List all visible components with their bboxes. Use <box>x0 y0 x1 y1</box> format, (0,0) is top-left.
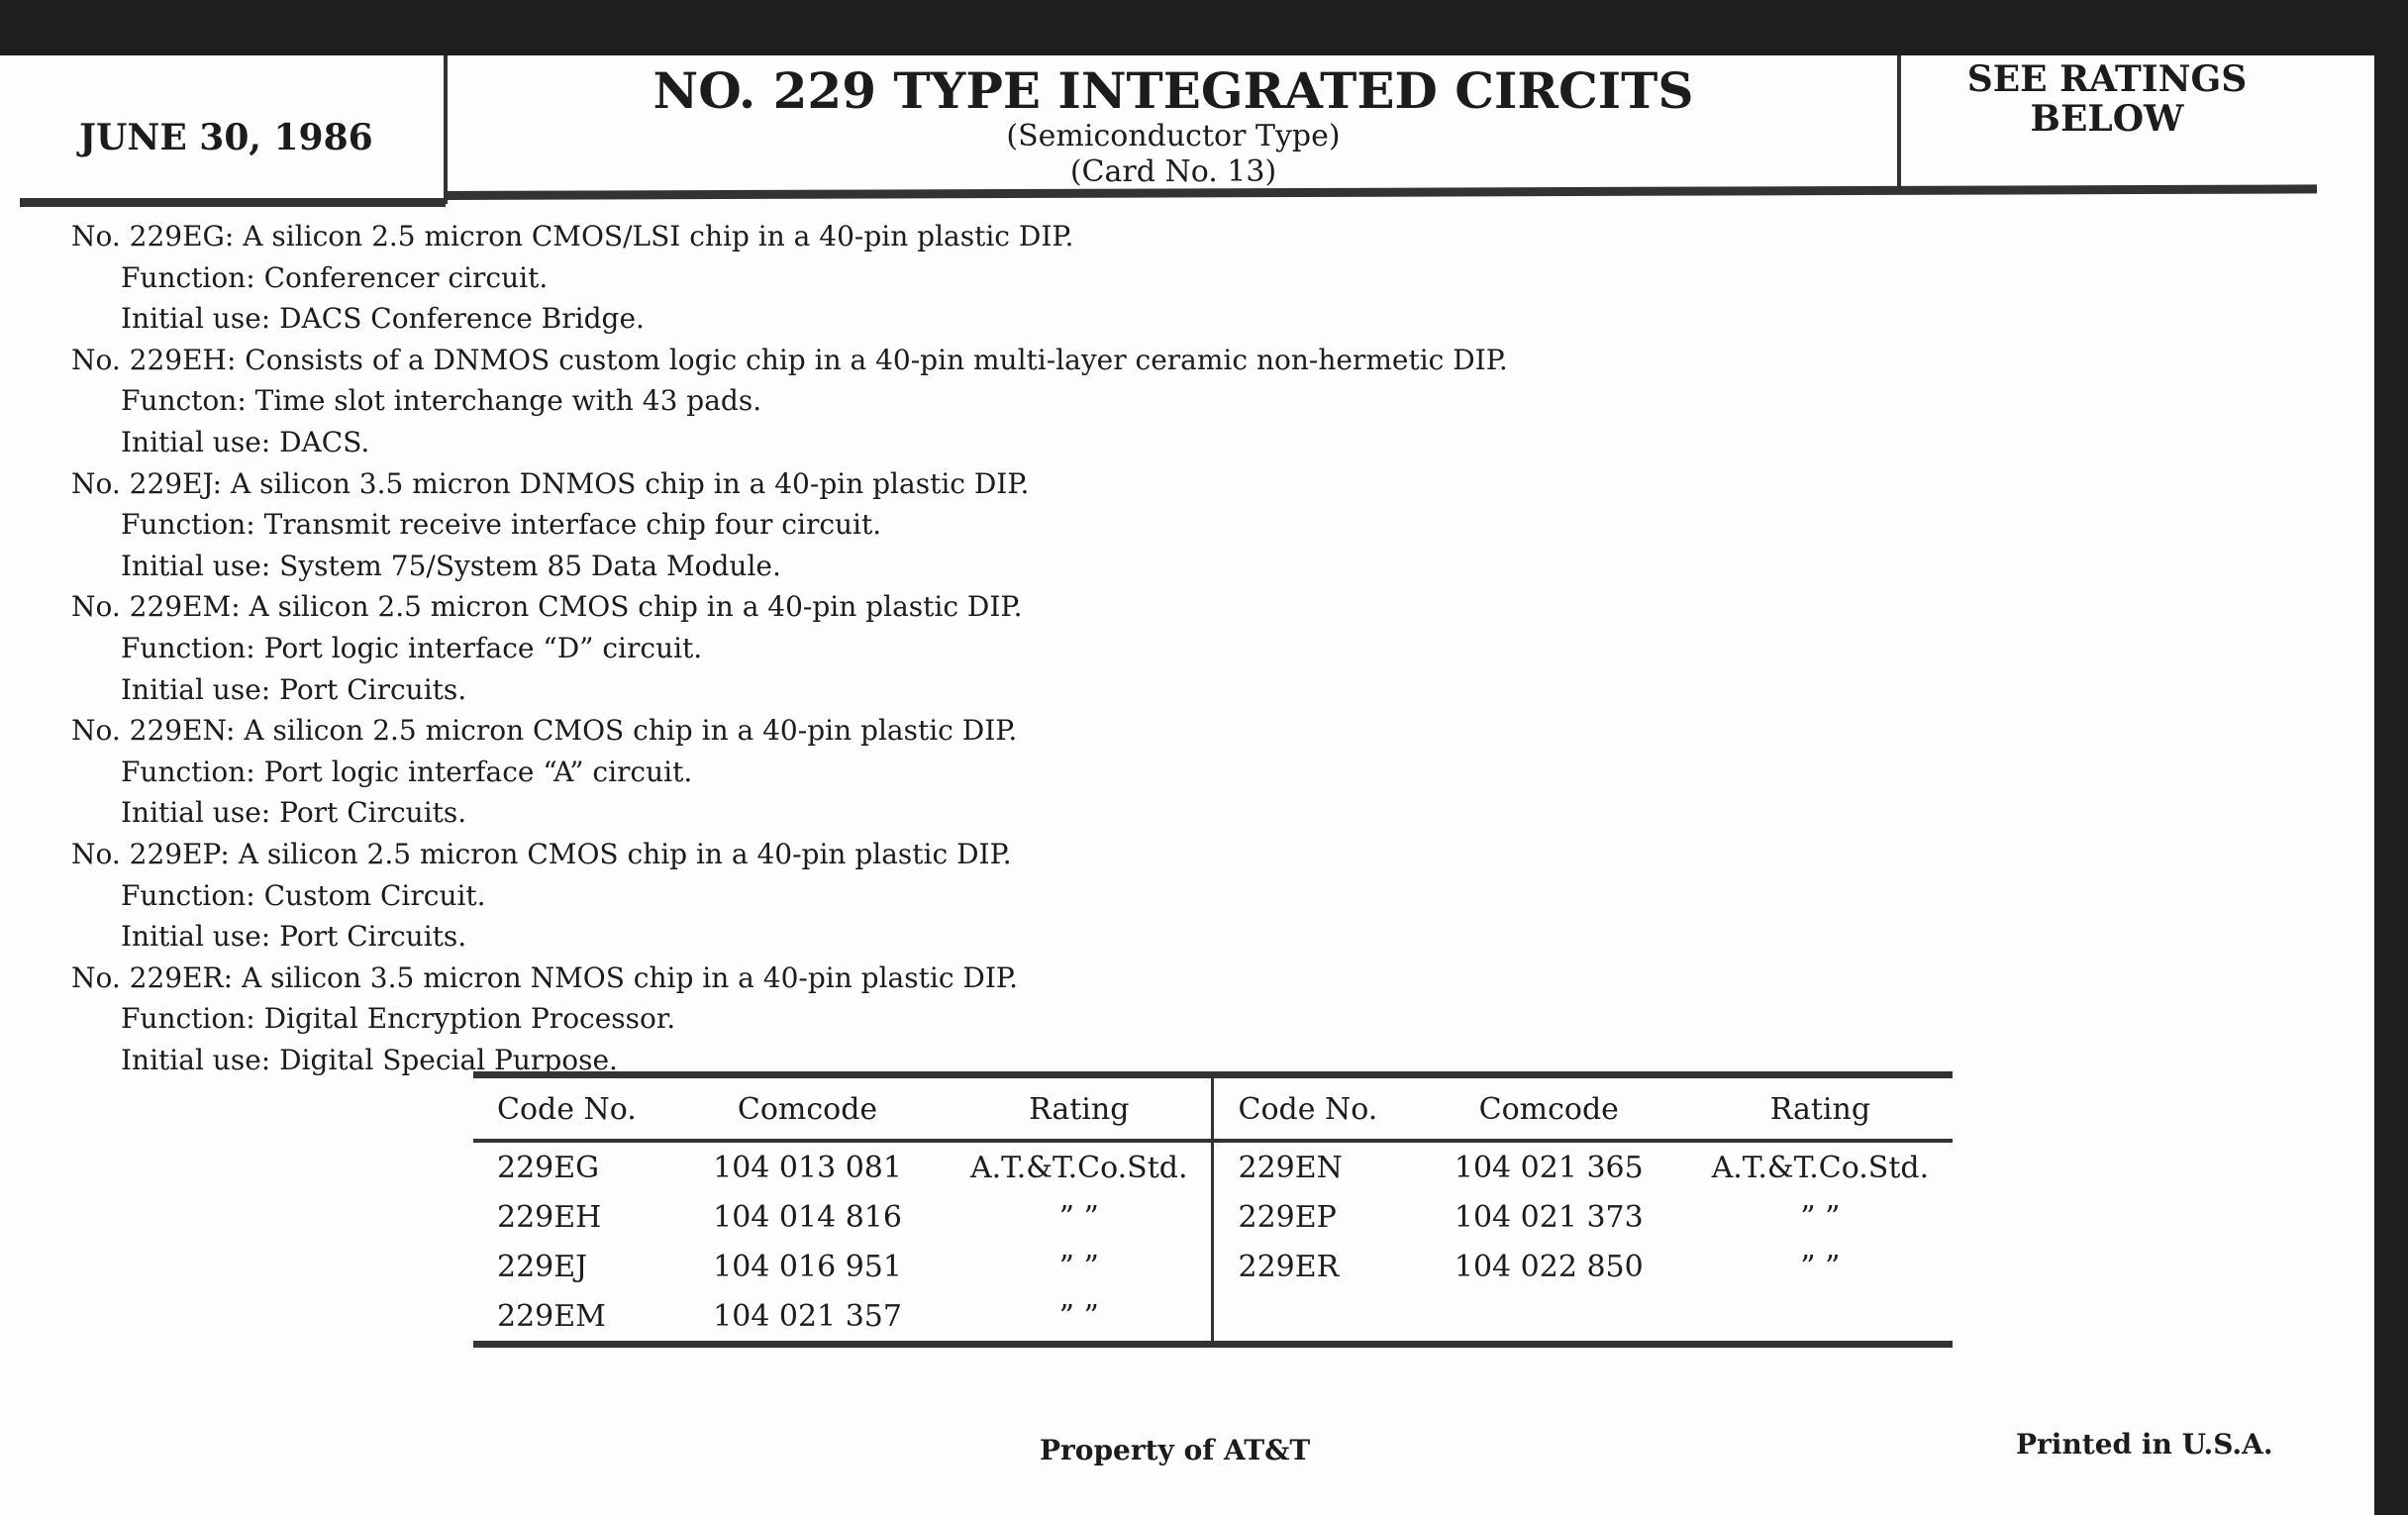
rating-cell: ” ” <box>1058 1249 1099 1284</box>
comcode-cell: 104 022 850 <box>1454 1249 1644 1284</box>
table-row <box>473 1192 1953 1242</box>
rating-cell: ” ” <box>1800 1199 1841 1235</box>
entry-heading: No. 229EM: A silicon 2.5 micron CMOS chip in a 40-pin plastic DIP. <box>71 590 1023 624</box>
table-row <box>473 1141 1953 1192</box>
entry-initial-use: Initial use: Port Circuits. <box>121 796 467 830</box>
col-comcode: Comcode <box>668 1075 923 1142</box>
entry-function: Function: Port logic interface “A” circuit. <box>121 755 693 788</box>
entry-heading: No. 229EP: A silicon 2.5 micron CMOS chip in a 40-pin plastic DIP. <box>71 837 1012 870</box>
code-cell: 229EG <box>497 1150 600 1185</box>
entry-initial-use: Initial use: System 75/System 85 Data Module. <box>121 549 781 582</box>
table-row <box>473 1291 1953 1345</box>
comcode-cell: 104 021 357 <box>713 1298 902 1334</box>
code-cell: 229EH <box>497 1199 602 1235</box>
card-title: NO. 229 TYPE INTEGRATED CIRCITS <box>652 61 1694 120</box>
card-date: JUNE 30, 1986 <box>79 117 373 158</box>
entry-initial-use: Initial use: DACS Conference Bridge. <box>121 302 645 336</box>
entry-initial-use: Initial use: Port Circuits. <box>121 920 467 954</box>
entry-initial-use: Initial use: DACS. <box>121 425 370 458</box>
scan-border-right <box>2374 0 2408 1515</box>
code-cell <box>1213 1291 1410 1345</box>
col-rating: Rating <box>1664 1075 1953 1142</box>
comcode-cell <box>1410 1291 1664 1345</box>
code-cell: 229EM <box>497 1298 606 1334</box>
ratings-note <box>1899 59 2315 139</box>
col-code: Code No. <box>473 1075 668 1142</box>
entry-heading: No. 229EG: A silicon 2.5 micron CMOS/LSI chip in a 40-pin plastic DIP. <box>71 220 1074 252</box>
ratings-note-line: SEE RATINGS <box>1966 58 2248 100</box>
entry-initial-use: Initial use: Digital Special Purpose. <box>121 1043 618 1076</box>
comcode-cell: 104 014 816 <box>713 1199 902 1235</box>
rating-cell: ” ” <box>1058 1199 1099 1235</box>
card-title-block <box>446 63 1901 190</box>
rating-cell: ” ” <box>1800 1249 1841 1284</box>
comcode-cell: 104 021 365 <box>1454 1150 1644 1185</box>
card-number: (Card No. 13) <box>1069 154 1277 189</box>
rating-cell: A.T.&T.Co.Std. <box>1711 1150 1930 1185</box>
code-cell: 229EN <box>1213 1141 1410 1192</box>
rating-cell: A.T.&T.Co.Std. <box>969 1150 1188 1185</box>
printed-note: Printed in U.S.A. <box>2016 1428 2273 1461</box>
table-row <box>473 1242 1953 1291</box>
rating-cell: ” ” <box>1058 1298 1099 1334</box>
ratings-table <box>473 1071 1953 1348</box>
comcode-cell: 104 013 081 <box>713 1150 902 1185</box>
entries-list <box>71 216 1508 1080</box>
entry-function: Function: Custom Circuit. <box>121 878 486 912</box>
rating-cell <box>1664 1291 1953 1345</box>
col-comcode: Comcode <box>1410 1075 1664 1142</box>
code-cell: 229EP <box>1213 1192 1410 1242</box>
ratings-note-line: BELOW <box>2030 98 2184 140</box>
entry-function: Functon: Time slot interchange with 43 pads. <box>121 384 762 418</box>
entry-function: Function: Port logic interface “D” circuit. <box>121 631 703 664</box>
col-rating: Rating <box>923 1075 1213 1142</box>
entry-function: Function: Digital Encryption Processor. <box>121 1002 676 1036</box>
code-cell: 229ER <box>1213 1242 1410 1291</box>
card-subtitle: (Semiconductor Type) <box>1006 119 1341 153</box>
comcode-cell: 104 016 951 <box>713 1249 902 1284</box>
entry-heading: No. 229ER: A silicon 3.5 micron NMOS chip in a 40-pin plastic DIP. <box>71 960 1018 994</box>
comcode-cell: 104 021 373 <box>1454 1199 1644 1235</box>
code-cell: 229EJ <box>497 1249 588 1284</box>
header-rule <box>20 198 446 207</box>
entry-initial-use: Initial use: Port Circuits. <box>121 672 467 706</box>
entry-function: Function: Transmit receive interface chip four circuit. <box>121 508 882 542</box>
scan-border-top <box>0 0 2408 55</box>
col-code: Code No. <box>1213 1075 1410 1142</box>
entry-heading: No. 229EN: A silicon 2.5 micron CMOS chip in a 40-pin plastic DIP. <box>71 714 1018 748</box>
entry-heading: No. 229EH: Consists of a DNMOS custom logic chip in a 40-pin multi-layer ceramic non-hermetic DIP. <box>71 343 1508 376</box>
property-note: Property of AT&T <box>1040 1434 1311 1466</box>
entry-function: Function: Conferencer circuit. <box>121 260 549 294</box>
entry-heading: No. 229EJ: A silicon 3.5 micron DNMOS chip in a 40-pin plastic DIP. <box>71 466 1030 500</box>
